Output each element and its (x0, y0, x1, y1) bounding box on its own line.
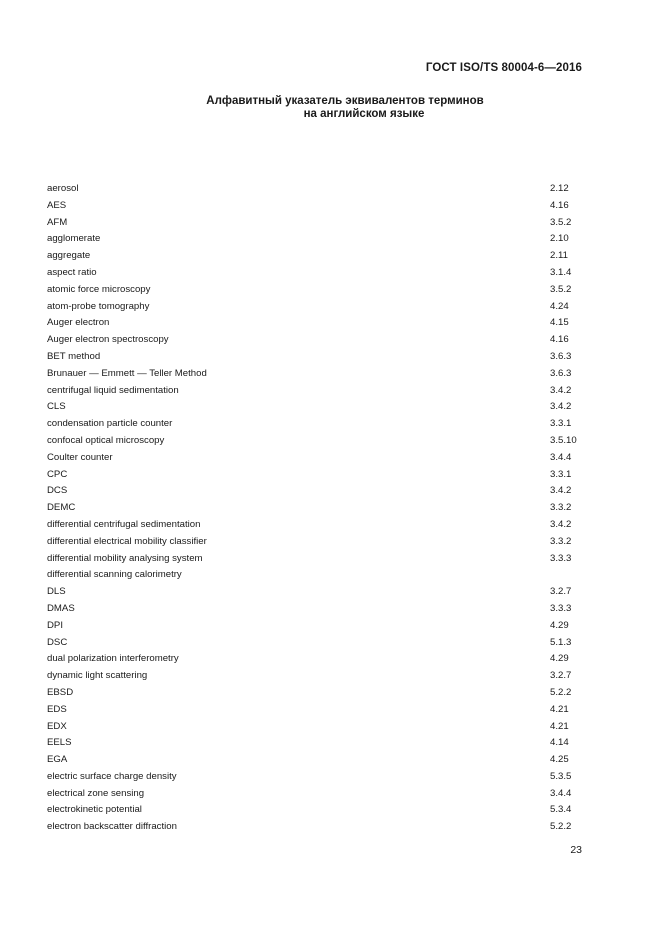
index-entry (47, 685, 587, 702)
index-term: DCS (47, 485, 68, 497)
index-term: atom-probe tomography (47, 300, 150, 312)
index-reference-number: 3.4.4 (550, 787, 572, 799)
index-term: dynamic light scattering (47, 670, 148, 682)
index-term: electric surface charge density (47, 770, 177, 782)
index-term: agglomerate (47, 233, 101, 245)
index-entry (47, 383, 587, 400)
index-entry (47, 719, 587, 736)
index-term: CLS (47, 401, 66, 413)
index-entry (47, 601, 587, 618)
index-reference-number: 3.3.2 (550, 535, 572, 547)
index-entry (47, 433, 587, 450)
index-title-line-1: Алфавитный указатель эквивалентов терминов (206, 95, 484, 107)
index-term: BET method (47, 350, 101, 362)
document-code: ГОСТ ISO/TS 80004-6—2016 (425, 62, 582, 74)
index-entry (47, 299, 587, 316)
index-term: DLS (47, 586, 66, 598)
index-term: electron backscatter diffraction (47, 821, 177, 833)
index-term: DSC (47, 636, 68, 648)
index-term: DMAS (47, 602, 75, 614)
index-entry (47, 567, 587, 584)
index-reference-number: 3.5.2 (550, 216, 572, 228)
index-reference-number: 4.21 (550, 703, 569, 715)
index-term: DEMC (47, 502, 76, 514)
index-term: confocal optical microscopy (47, 434, 165, 446)
index-term: dual polarization interferometry (47, 653, 179, 665)
index-entry (47, 366, 587, 383)
index-reference-number: 3.4.2 (550, 485, 572, 497)
index-title (0, 95, 661, 121)
index-entry (47, 819, 587, 836)
index-term: electrical zone sensing (47, 787, 145, 799)
index-entry (47, 668, 587, 685)
index-reference-number: 3.5.2 (550, 283, 572, 295)
index-reference-number: 3.2.7 (550, 586, 572, 598)
index-entry (47, 450, 587, 467)
index-term: EGA (47, 754, 68, 766)
index-reference-number: 4.16 (550, 199, 569, 211)
index-entry (47, 315, 587, 332)
index-entry (47, 265, 587, 282)
index-reference-number: 5.3.5 (550, 770, 572, 782)
index-reference-number: 4.21 (550, 720, 569, 732)
index-reference-number: 4.16 (550, 334, 569, 346)
index-entry (47, 802, 587, 819)
index-entry (47, 534, 587, 551)
index-reference-number: 4.29 (550, 619, 569, 631)
index-reference-number: 3.3.1 (550, 418, 572, 430)
index-title-line-2: на английском языке (303, 108, 425, 120)
index-entry (47, 500, 587, 517)
index-entry (47, 198, 587, 215)
index-reference-number: 5.2.2 (550, 821, 572, 833)
index-reference-number: 3.6.3 (550, 350, 572, 362)
index-term: differential scanning calorimetry (47, 569, 182, 581)
index-term: atomic force microscopy (47, 283, 151, 295)
index-term: EELS (47, 737, 72, 749)
index-entry (47, 635, 587, 652)
index-reference-number: 3.4.2 (550, 401, 572, 413)
index-term: EDS (47, 703, 67, 715)
index-entry (47, 483, 587, 500)
term-index-list (47, 181, 587, 836)
index-term: Auger electron spectroscopy (47, 334, 169, 346)
index-term: DPI (47, 619, 63, 631)
index-entry (47, 349, 587, 366)
index-term: AES (47, 199, 67, 211)
index-term: CPC (47, 468, 68, 480)
index-term: Coulter counter (47, 451, 113, 463)
index-entry (47, 248, 587, 265)
index-reference-number: 3.4.2 (550, 518, 572, 530)
index-entry (47, 332, 587, 349)
index-reference-number: 4.15 (550, 317, 569, 329)
index-entry (47, 786, 587, 803)
index-entry (47, 215, 587, 232)
index-entry (47, 551, 587, 568)
index-entry (47, 769, 587, 786)
index-reference-number: 2.11 (550, 250, 568, 262)
index-entry (47, 181, 587, 198)
index-entry (47, 584, 587, 601)
index-term: aggregate (47, 250, 91, 262)
index-entry (47, 416, 587, 433)
index-reference-number: 3.3.3 (550, 602, 572, 614)
index-entry (47, 735, 587, 752)
index-reference-number: 3.5.10 (550, 434, 577, 446)
index-term: aspect ratio (47, 266, 97, 278)
index-reference-number: 2.10 (550, 233, 569, 245)
index-reference-number: 4.25 (550, 754, 569, 766)
index-reference-number: 3.3.2 (550, 502, 572, 514)
index-term: aerosol (47, 183, 79, 194)
index-term: electrokinetic potential (47, 804, 142, 816)
index-reference-number: 2.12 (550, 183, 569, 194)
index-reference-number: 3.4.4 (550, 451, 572, 463)
index-term: condensation particle counter (47, 418, 173, 430)
index-term: EDX (47, 720, 67, 732)
index-entry (47, 752, 587, 769)
index-term: differential electrical mobility classifier (47, 535, 207, 547)
index-term: Auger electron (47, 317, 110, 329)
index-reference-number: 5.3.4 (550, 804, 572, 816)
index-reference-number: 3.6.3 (550, 367, 572, 379)
index-reference-number: 4.14 (550, 737, 569, 749)
index-reference-number: 3.3.1 (550, 468, 572, 480)
index-entry (47, 467, 587, 484)
index-reference-number: 4.24 (550, 300, 569, 312)
index-term: centrifugal liquid sedimentation (47, 384, 179, 396)
index-reference-number: 5.1.3 (550, 636, 572, 648)
index-reference-number: 3.3.3 (550, 552, 572, 564)
index-entry (47, 702, 587, 719)
index-reference-number: 5.2.2 (550, 686, 572, 698)
index-reference-number: 4.29 (550, 653, 569, 665)
index-entry (47, 618, 587, 635)
index-term: EBSD (47, 686, 74, 698)
index-entry (47, 231, 587, 248)
index-term: Brunauer — Emmett — Teller Method (47, 367, 207, 379)
index-entry (47, 651, 587, 668)
index-entry (47, 399, 587, 416)
index-term: AFM (47, 216, 68, 228)
index-term: differential centrifugal sedimentation (47, 518, 201, 530)
index-term: differential mobility analysing system (47, 552, 203, 564)
page-number: 23 (570, 844, 582, 856)
index-reference-number: 3.2.7 (550, 670, 572, 682)
index-entry (47, 282, 587, 299)
index-reference-number: 3.4.2 (550, 384, 572, 396)
index-entry (47, 517, 587, 534)
index-reference-number: 3.1.4 (550, 266, 572, 278)
